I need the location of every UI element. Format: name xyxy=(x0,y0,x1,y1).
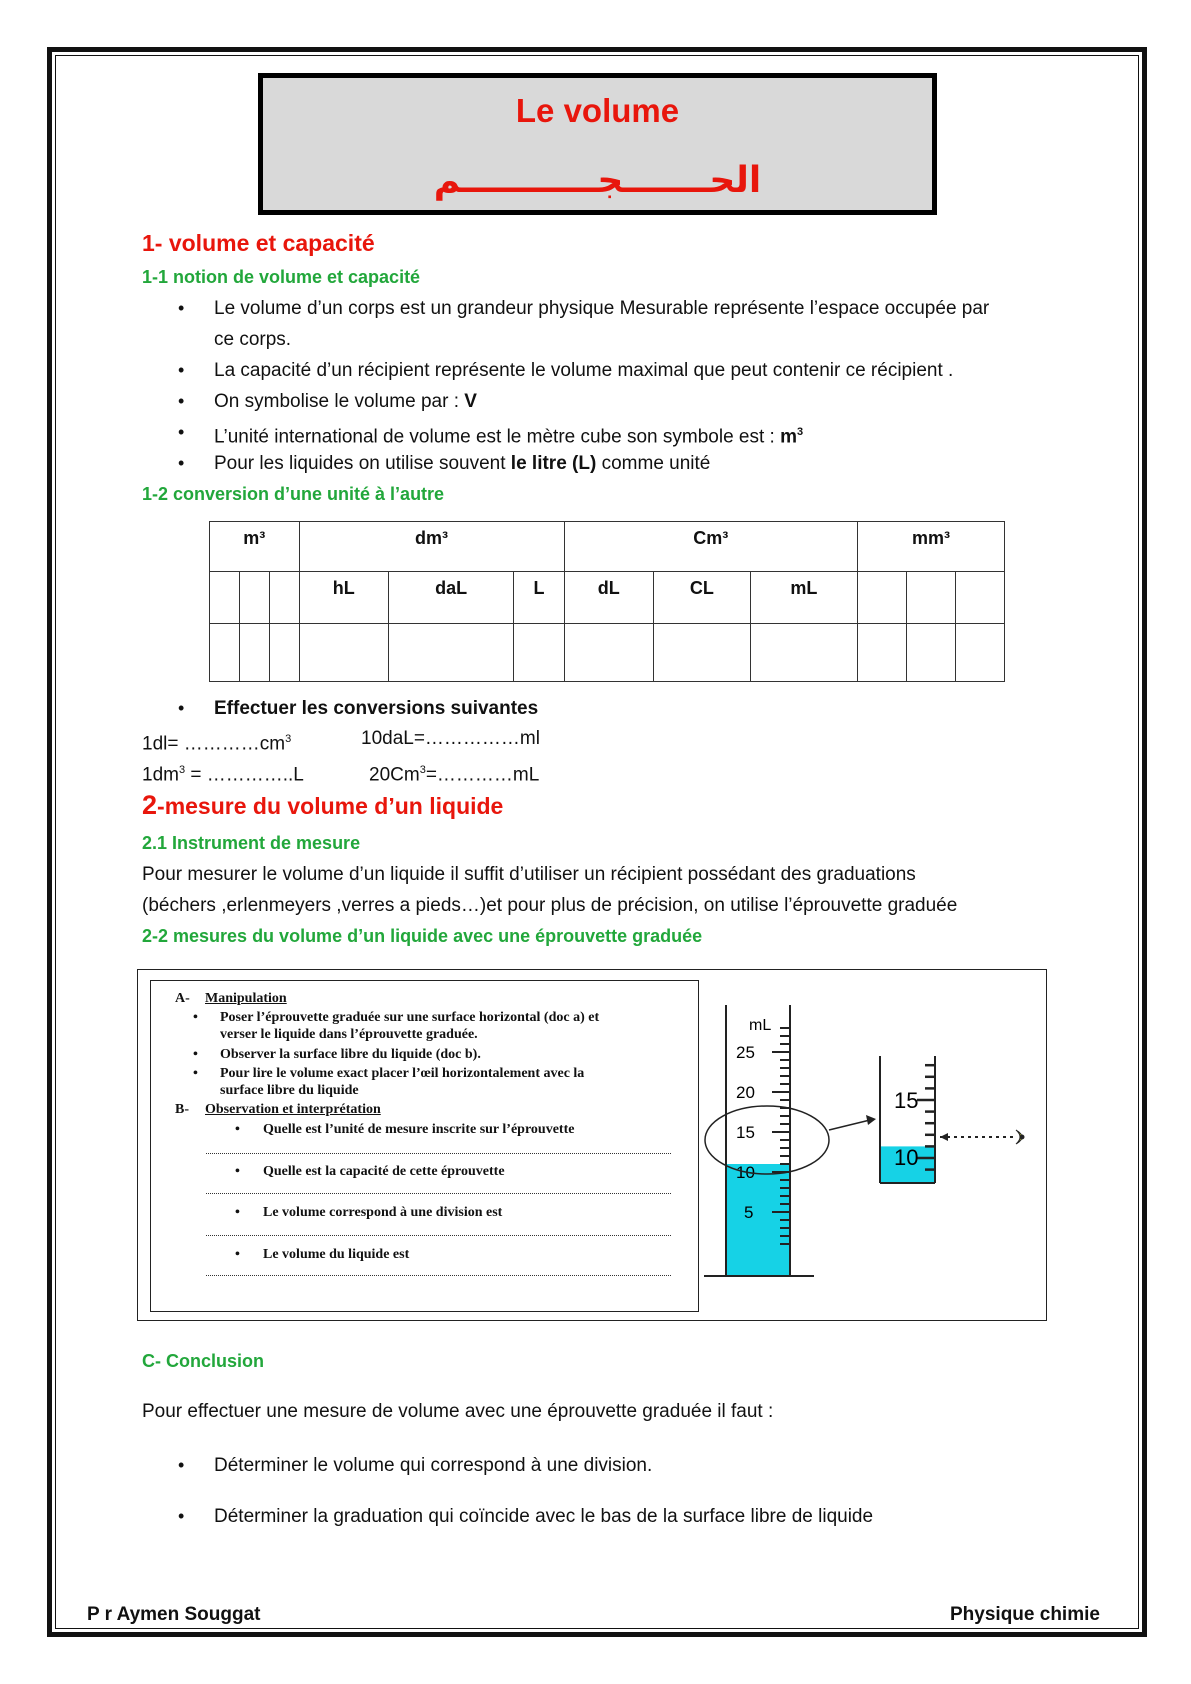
table-cell xyxy=(907,624,956,682)
answer-line xyxy=(206,1275,671,1276)
bullet: • xyxy=(178,1506,185,1526)
table-cell xyxy=(514,624,564,682)
table-cell xyxy=(955,572,1004,624)
bullet: • xyxy=(193,1047,198,1062)
bullet-text-1-cont: ce corps. xyxy=(214,329,292,350)
section-2-heading: 2-mesure du volume d’un liquide xyxy=(142,790,504,820)
table-cell xyxy=(858,572,907,624)
step-3-cont: surface libre du liquide xyxy=(220,1083,359,1098)
part-a-title: Manipulation xyxy=(205,991,287,1006)
table-cell xyxy=(210,624,240,682)
table-header-mm3: mm³ xyxy=(858,522,1005,572)
bullet: • xyxy=(178,453,185,473)
table-header-m3: m³ xyxy=(210,522,300,572)
conclusion-item-1: Déterminer le volume qui correspond à une division. xyxy=(214,1455,653,1476)
bullet-text-5: Pour les liquides on utilise souvent le litre (L) comme unité xyxy=(214,453,711,474)
part-b-label: B- xyxy=(175,1102,189,1117)
step-1-cont: verser le liquide dans l’éprouvette graduée. xyxy=(220,1027,478,1042)
bullet: • xyxy=(178,391,185,411)
arrow-head xyxy=(866,1115,876,1125)
table-cell xyxy=(210,572,240,624)
bullet: • xyxy=(178,422,185,442)
conversion-4: $20Cm^3=\dots\dots\dots\dots mL$ xyxy=(369,764,540,786)
question-4: Le volume du liquide est xyxy=(263,1247,410,1262)
zoom-tick-label-10: 10 xyxy=(894,1145,919,1170)
conversions-instruction: Effectuer les conversions suivantes xyxy=(214,698,539,719)
title-box xyxy=(258,73,937,215)
part-b-title: Observation et interprétation xyxy=(205,1102,381,1117)
section-1-2-heading: 1-2 conversion d’une unité à l’autre xyxy=(142,484,445,504)
zoom-circle xyxy=(705,1106,829,1174)
question-2: Quelle est la capacité de cette éprouvette xyxy=(263,1164,505,1179)
bullet: • xyxy=(235,1247,240,1262)
sight-arrow-head xyxy=(940,1133,948,1141)
table-sub-cl: CL xyxy=(654,572,751,624)
tick-label-20: 20 xyxy=(736,1083,755,1102)
table-cell xyxy=(269,572,299,624)
bullet-text-1: Le volume d’un corps est un grandeur physique Mesurable représente l’espace occupée par xyxy=(214,298,990,319)
table-cell xyxy=(239,624,269,682)
tick-marks-doc-a xyxy=(772,1028,790,1244)
table-cell xyxy=(654,624,751,682)
paragraph-line-2: (béchers ,erlenmeyers ,verres a pieds…)et pour plus de précision, on utilise l’éprouvette graduée xyxy=(142,895,958,916)
table-sub-l: L xyxy=(514,572,564,624)
figure-text-box xyxy=(150,980,699,1312)
tick-label-25: 25 xyxy=(736,1043,755,1062)
bullet: • xyxy=(178,298,185,318)
table-header-cm3: Cm³ xyxy=(564,522,858,572)
table-cell xyxy=(269,624,299,682)
answer-line xyxy=(206,1193,671,1194)
conclusion-heading: C- Conclusion xyxy=(142,1351,264,1371)
tick-label-10: 10 xyxy=(736,1163,755,1182)
bullet: • xyxy=(178,698,185,718)
conversion-3: $1dm^3$ = …………..L xyxy=(142,764,304,786)
table-cell xyxy=(299,624,389,682)
bullet-text-4: L’unité international de volume est le mètre cube son symbole est : $m^3$ xyxy=(214,426,804,448)
bullet: • xyxy=(193,1010,198,1025)
bullet: • xyxy=(178,360,185,380)
conclusion-item-2: Déterminer la graduation qui coïncide avec le bas de la surface libre de liquide xyxy=(214,1506,874,1527)
table-cell xyxy=(389,624,514,682)
part-a-label: A- xyxy=(175,991,190,1006)
bullet: • xyxy=(178,1455,185,1475)
eye-pupil xyxy=(1020,1135,1025,1140)
bullet: • xyxy=(235,1122,240,1137)
bullet-text-2: La capacité d’un récipient représente le volume maximal que peut contenir ce récipient . xyxy=(214,360,954,381)
footer-subject: Physique chimie xyxy=(950,1604,1100,1625)
bullet: • xyxy=(193,1066,198,1081)
table-sub-dal: daL xyxy=(389,572,514,624)
tick-label-15: 15 xyxy=(736,1123,755,1142)
table-sub-ml: mL xyxy=(750,572,857,624)
bullet-text-3: On symbolise le volume par : V xyxy=(214,391,477,412)
table-cell xyxy=(858,624,907,682)
table-cell xyxy=(907,572,956,624)
figure-box xyxy=(137,969,1047,1321)
zoom-tick-label-15: 15 xyxy=(894,1088,919,1113)
step-1: Poser l’éprouvette graduée sur une surface horizontal (doc a) et xyxy=(220,1010,600,1025)
footer-author: P r Aymen Souggat xyxy=(87,1604,261,1625)
section-1-1-heading: 1-1 notion de volume et capacité xyxy=(142,267,421,287)
table-sub-dl: dL xyxy=(564,572,654,624)
section-2-1-heading: 2.1 Instrument de mesure xyxy=(142,833,361,853)
section-1-heading: 1- volume et capacité xyxy=(142,230,375,256)
section-2-2-heading: 2-2 mesures du volume d’un liquide avec une éprouvette graduée xyxy=(142,926,703,946)
table-cell xyxy=(239,572,269,624)
table-header-dm3: dm³ xyxy=(299,522,564,572)
unit-label: mL xyxy=(749,1017,772,1034)
answer-line xyxy=(206,1235,671,1236)
bullet: • xyxy=(235,1205,240,1220)
table-cell xyxy=(955,624,1004,682)
step-2: Observer la surface libre du liquide (doc b). xyxy=(220,1047,481,1062)
table-cell xyxy=(564,624,654,682)
conversion-table xyxy=(209,521,1005,682)
question-1: Quelle est l’unité de mesure inscrite sur l’éprouvette xyxy=(263,1122,575,1137)
conclusion-intro: Pour effectuer une mesure de volume avec une éprouvette graduée il faut : xyxy=(142,1401,774,1422)
table-sub-hl: hL xyxy=(299,572,389,624)
paragraph-line-1: Pour mesurer le volume d’un liquide il suffit d’utiliser un récipient possédant des graduations xyxy=(142,864,916,885)
answer-line xyxy=(206,1153,671,1154)
question-3: Le volume correspond à une division est xyxy=(263,1205,503,1220)
step-3: Pour lire le volume exact placer l’œil horizontalement avec la xyxy=(220,1066,585,1081)
conversion-1: $1dl= \dots\dots\dots\dots cm^3$ xyxy=(142,733,292,755)
bullet: • xyxy=(235,1164,240,1179)
conversion-2: 10daL=……………ml xyxy=(361,728,540,749)
title-french: Le volume xyxy=(515,92,680,129)
table-cell xyxy=(750,624,857,682)
title-arabic: الحـــــــجـــــــــــم xyxy=(433,160,762,201)
tick-label-5: 5 xyxy=(744,1203,754,1222)
graduated-cylinder-illustration xyxy=(704,970,1044,1320)
zoom-arrow xyxy=(829,1120,870,1130)
